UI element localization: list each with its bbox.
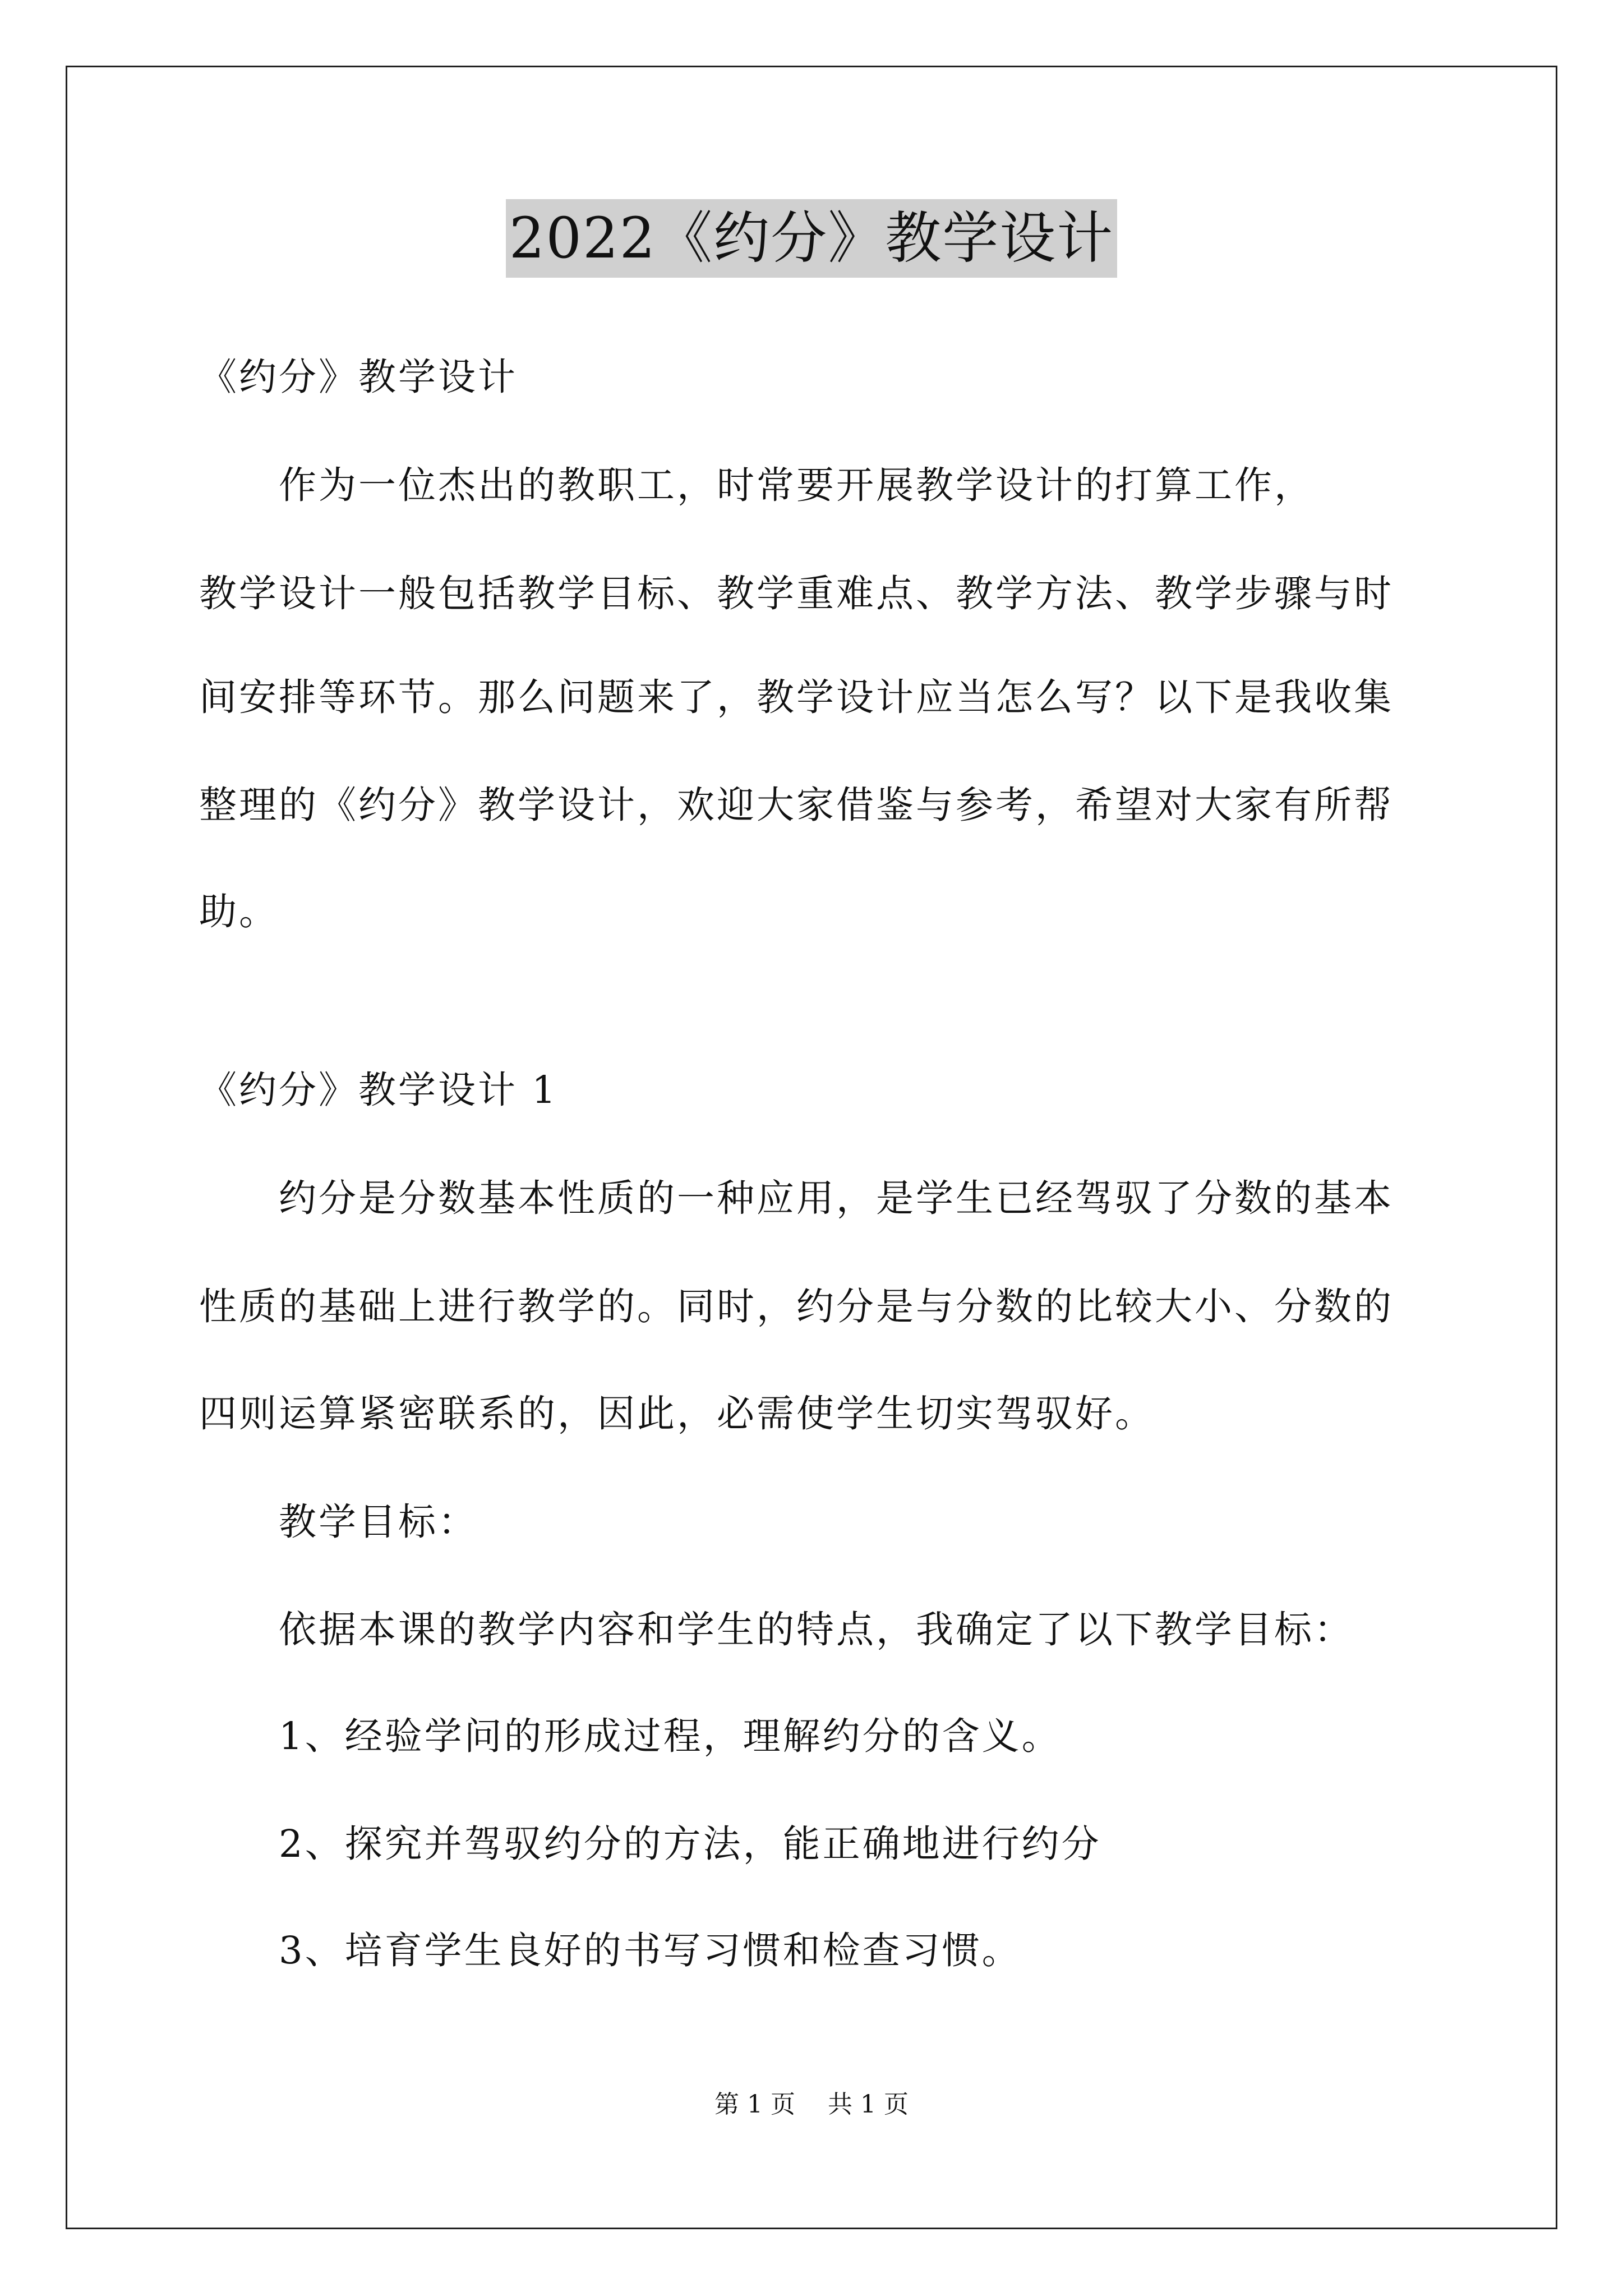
subtitle-line: 《约分》教学设计 xyxy=(199,355,518,399)
objective-item: 1、经验学问的形成过程，理解约分的含义。 xyxy=(199,1714,1062,1758)
intro-paragraph-line: 助。 xyxy=(199,890,279,933)
page-footer: 第 1 页 共 1 页 xyxy=(714,2090,909,2119)
objectives-heading: 教学目标： xyxy=(199,1500,478,1544)
document-title: 2022《约分》教学设计 xyxy=(506,199,1118,278)
intro-paragraph-line: 整理的《约分》教学设计，欢迎大家借鉴与参考，希望对大家有所帮 xyxy=(199,783,1394,827)
objectives-intro: 依据本课的教学内容和学生的特点，我确定了以下教学目标： xyxy=(199,1608,1354,1651)
objective-item: 2、探究并驾驭约分的方法，能正确地进行约分 xyxy=(199,1822,1101,1866)
intro-paragraph-line: 教学设计一般包括教学目标、教学重难点、教学方法、教学步骤与时 xyxy=(199,572,1394,615)
intro-paragraph-line: 间安排等环节。那么问题来了，教学设计应当怎么写？以下是我收集 xyxy=(199,675,1394,719)
title-container xyxy=(0,199,1623,278)
section-paragraph-line: 四则运算紧密联系的，因此，必需使学生切实驾驭好。 xyxy=(199,1392,1155,1435)
section-paragraph-line: 性质的基础上进行教学的。同时，约分是与分数的比较大小、分数的 xyxy=(199,1285,1394,1328)
section-paragraph-line: 约分是分数基本性质的一种应用，是学生已经驾驭了分数的基本 xyxy=(199,1176,1394,1220)
objective-item: 3、培育学生良好的书写习惯和检查习惯。 xyxy=(199,1929,1022,1972)
section-heading: 《约分》教学设计 1 xyxy=(199,1068,558,1112)
intro-paragraph-line: 作为一位杰出的教职工，时常要开展教学设计的打算工作， xyxy=(199,463,1314,507)
